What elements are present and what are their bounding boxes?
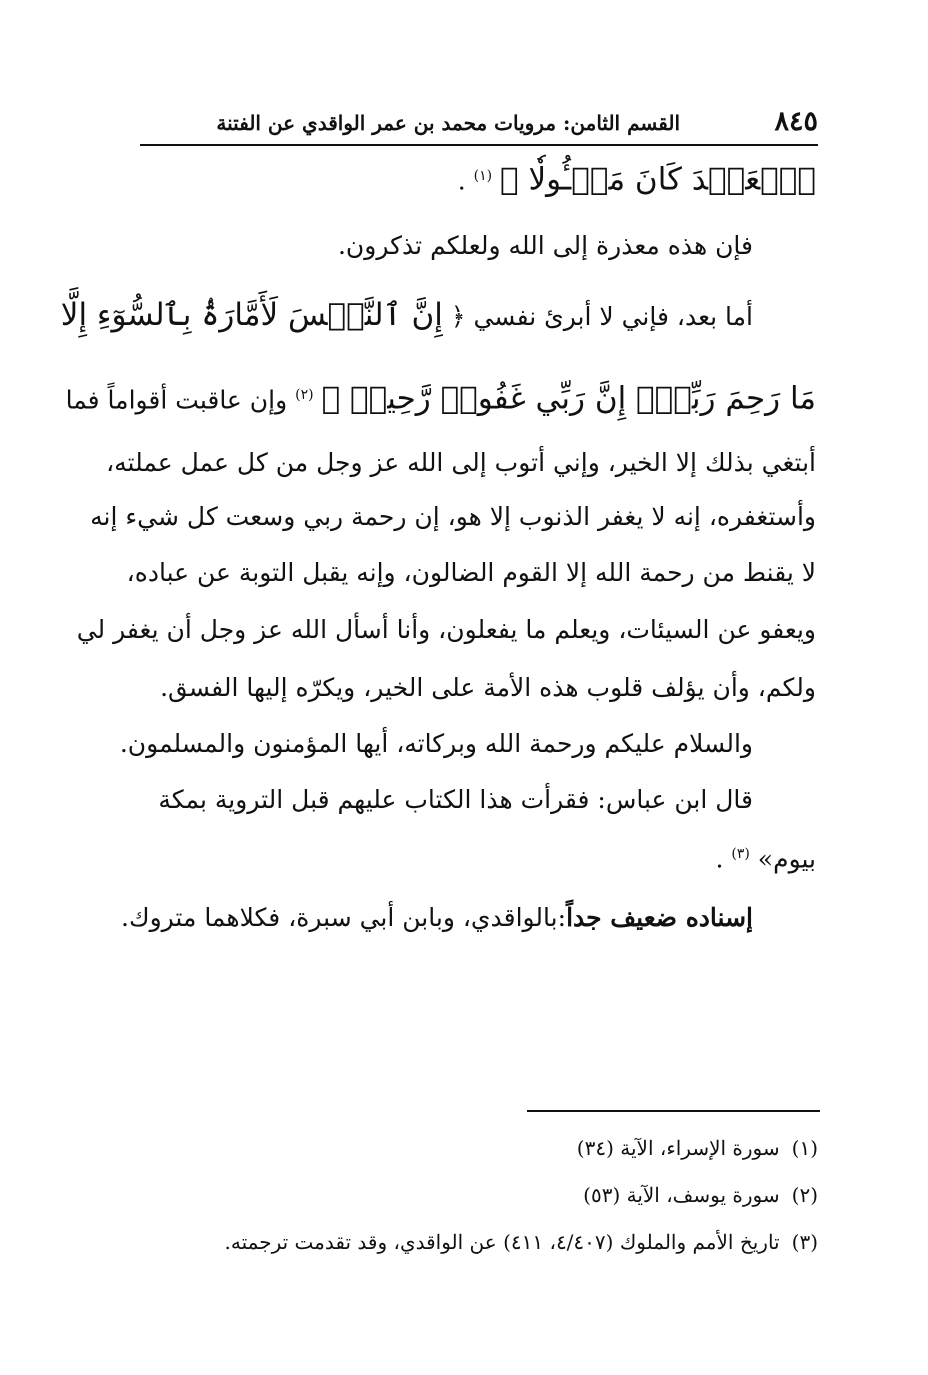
footnote-ref: (١) [473,168,493,184]
body-line-13: إسناده ضعيف جداً:بالواقدي، وبابن أبي سبرة، فكلاهما متروك. [121,903,753,932]
footnote-1: (١)سورة الإسراء، الآية (٣٤) [576,1136,818,1160]
body-line-8: ويعفو عن السيئات، ويعلم ما يفعلون، وأنا أسأل الله عز وجل أن يغفر لي [76,615,816,644]
page-header [140,104,818,146]
footnote-separator [527,1110,820,1112]
body-line-1: ٱلۡعَهۡدَ كَانَ مَسۡـُٔولٗا ﴾ $^{(١)}$ . [457,161,816,198]
body-line-3: أما بعد، فإني لا أبرئ نفسي ﴿ إِنَّ ٱلنَّفۡسَ لَأَمَّارَةُۢ بِٱلسُّوٓءِ إِلَّا [60,297,753,333]
footnote-3: (٣)تاريخ الأمم والملوك (٤/٤٠٧، ٤١١) عن الواقدي، وقد تقدمت ترجمته. [224,1230,818,1254]
body-line-10: والسلام عليكم ورحمة الله وبركاته، أيها المؤمنون والمسلمون. [119,729,753,758]
body-line-12: بيوم» $^{(٣)}$ . [715,844,816,874]
quran-verse: إِنَّ ٱلنَّفۡسَ لَأَمَّارَةُۢ بِٱلسُّوٓءِ إِلَّا [60,297,443,333]
running-title: القسم الثامن: مرويات محمد بن عمر الواقدي عن الفتنة [216,111,680,135]
body-line-4: مَا رَحِمَ رَبِّيٓۚ إِنَّ رَبِّي غَفُورٞ رَّحِيمٞ ﴾ $^{(٢)}$ وإن عاقبت أقواماً فما [65,380,816,417]
footnote-2: (٢)سورة يوسف، الآية (٥٣) [583,1183,818,1207]
isnad-verdict: إسناده ضعيف جداً [566,903,753,932]
footnote-ref: (٢) [295,387,314,403]
body-line-7: لا يقنط من رحمة الله إلا القوم الضالون، وإنه يقبل التوبة عن عباده، [126,558,816,587]
quran-verse: مَا رَحِمَ رَبِّيٓۚ إِنَّ رَبِّي غَفُورٞ رَّحِيمٞ ﴾ [321,380,816,417]
page-number: ٨٤٥ [774,106,818,137]
body-line-2: فإن هذه معذرة إلى الله ولعلكم تذكرون. [337,231,753,260]
body-line-11: قال ابن عباس: فقرأت هذا الكتاب عليهم قبل التروية بمكة [158,785,753,814]
body-line-5: أبتغي بذلك إلا الخير، وإني أتوب إلى الله عز وجل من كل عمل عملته، [106,448,816,477]
body-line-6: وأستغفره، إنه لا يغفر الذنوب إلا هو، إن رحمة ربي وسعت كل شيء إنه [90,502,816,531]
body-line-9: ولكم، وأن يؤلف قلوب هذه الأمة على الخير، ويكرّه إليها الفسق. [160,673,816,702]
quran-verse: ٱلۡعَهۡدَ كَانَ مَسۡـُٔولٗا ﴾ [500,161,816,198]
footnote-ref: (٣) [731,846,750,862]
